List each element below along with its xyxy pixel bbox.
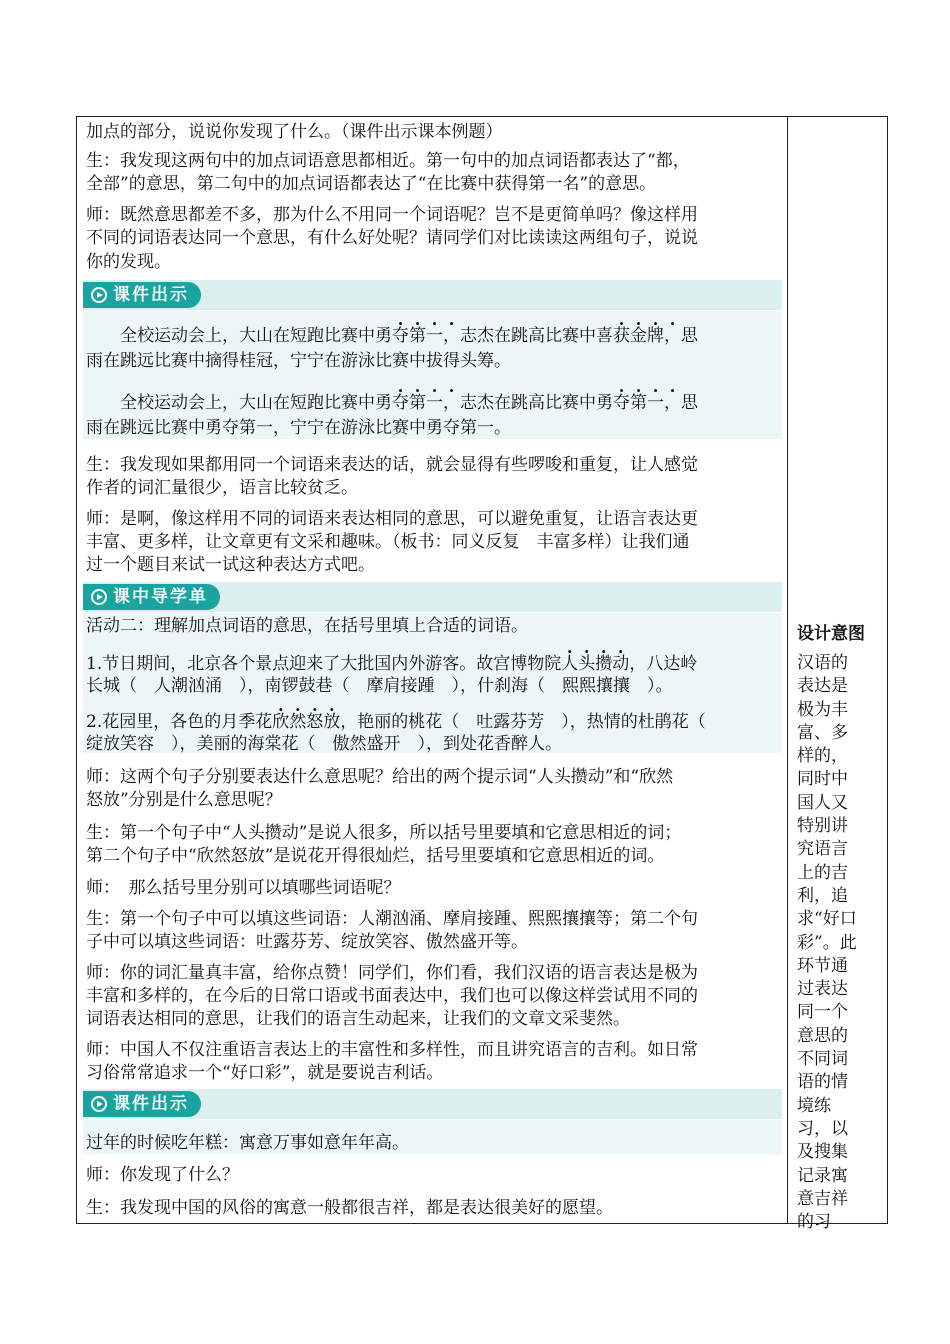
example-sentence: 全校运动会上，大山在短跑比赛中勇夺第一，志杰在跳高比赛中勇夺第一，思: [120, 393, 698, 413]
example-sentence: 过年的时候吃年糕：寓意万事如意年年高。: [86, 1133, 409, 1153]
section-header: [83, 582, 782, 612]
design-intent-title: 设计意图: [797, 624, 865, 644]
dotted-word: 欣然怒放: [272, 712, 341, 732]
paragraph: 你的发现。: [86, 252, 171, 272]
paragraph: 师：中国人不仅注重语言表达上的丰富性和多样性，而且讲究语言的吉利。如日常: [86, 1040, 698, 1060]
paragraph: 师： 那么括号里分别可以填哪些词语呢？: [86, 878, 401, 898]
paragraph: 作者的词汇量很少，语言比较贫乏。: [86, 478, 358, 498]
example-sentence: 雨在跳远比赛中摘得桂冠，宁宁在游泳比赛中拔得头筹。: [86, 351, 511, 371]
paragraph: 过一个题目来试一试这种表达方式吧。: [86, 555, 375, 575]
section-tag-label: 课件出示: [113, 1094, 189, 1114]
dotted-word: 勇夺第一: [375, 326, 443, 346]
paragraph: 怒放”分别是什么意思呢？: [86, 790, 282, 810]
paragraph: 不同的词语表达同一个意思，有什么好处呢？请同学们对比读读这两组句子，说说: [86, 228, 698, 248]
play-icon: [91, 589, 107, 605]
activity-title: 活动二：理解加点词语的意思，在括号里填上合适的词语。: [86, 616, 528, 636]
section-tag: [83, 1091, 201, 1117]
dotted-word: 喜获金牌: [596, 326, 664, 346]
question: 2.花园里，各色的月季花欣然怒放，艳丽的桃花（ 吐露芬芳 ），热情的杜鹃花（: [86, 712, 706, 732]
paragraph: 生：第一个句子中“人头攒动”是说人很多，所以括号里要填和它意思相近的词；: [86, 823, 682, 843]
paragraph: 生：我发现如果都用同一个词语来表达的话，就会显得有些啰唆和重复，让人感觉: [86, 455, 698, 475]
play-icon: [91, 1096, 107, 1112]
section-tag-label: 课中导学单: [113, 587, 208, 607]
paragraph: 师：这两个句子分别要表达什么意思呢？给出的两个提示词“人头攒动”和“欣然: [86, 767, 674, 787]
paragraph: 子中可以填这些词语：吐露芬芳、绽放笑容、傲然盛开等。: [86, 932, 528, 952]
dotted-word: 勇夺第一: [375, 393, 443, 413]
design-intent-column: [788, 117, 887, 1233]
dotted-word: 勇夺第一: [596, 393, 664, 413]
question: 长城（ 人潮汹涌 ），南锣鼓巷（ 摩肩接踵 ），什刹海（ 熙熙攘攘 ）。: [86, 676, 673, 696]
paragraph: 师：是啊，像这样用不同的词语来表达相同的意思，可以避免重复，让语言表达更: [86, 509, 698, 529]
play-icon: [91, 287, 107, 303]
section-tag: [83, 282, 201, 308]
question: 绽放笑容 ），美丽的海棠花（ 傲然盛开 ），到处花香醉人。: [86, 734, 562, 754]
paragraph: 第二个句子中“欣然怒放”是说花开得很灿烂，括号里要填和它意思相近的词。: [86, 846, 665, 866]
paragraph: 生：我发现中国的风俗的寓意一般都很吉祥，都是表达很美好的愿望。: [86, 1198, 613, 1218]
paragraph: 习俗常常追求一个“好口彩”，就是要说吉利话。: [86, 1063, 444, 1083]
design-intent-text: 汉语的表达是极为丰富、多样的，同时中国人又特别讲究语言上的吉利，追求“好口彩”。此环节通过表达同一个意思的不同词语的情境练习，以及搜集记录寓意吉祥的习: [797, 653, 857, 1233]
paragraph: 生：第一个句子中可以填这些词语：人潮汹涌、摩肩接踵、熙熙攘攘等；第二个句: [86, 909, 698, 929]
dotted-word: 人头攒动: [561, 654, 630, 674]
paragraph: 词语表达相同的意思，让我们的语言生动起来，让我们的文章文采斐然。: [86, 1009, 630, 1029]
section-tag-label: 课件出示: [113, 285, 189, 305]
main-column: [77, 117, 788, 1223]
paragraph: 加点的部分，说说你发现了什么。（课件出示课本例题）: [86, 122, 503, 142]
paragraph: 丰富、更多样，让文章更有文采和趣味。（板书：同义反复 丰富多样）让我们通: [86, 532, 690, 552]
lesson-table: [76, 116, 888, 1233]
paragraph: 生：我发现这两句中的加点词语意思都相近。第一句中的加点词语都表达了“都，: [86, 151, 690, 171]
question: 1.节日期间，北京各个景点迎来了大批国内外游客。故宫博物院人头攒动，八达岭: [86, 654, 698, 674]
section-tag: [83, 584, 220, 610]
section-header: [83, 1089, 782, 1119]
paragraph: 师：既然意思都差不多，那为什么不用同一个词语呢？岂不是更简单吗？像这样用: [86, 205, 698, 225]
example-sentence: 雨在跳远比赛中勇夺第一，宁宁在游泳比赛中勇夺第一。: [86, 418, 511, 438]
paragraph: 丰富和多样的，在今后的日常口语或书面表达中，我们也可以像这样尝试用不同的: [86, 986, 698, 1006]
paragraph: 师：你的词汇量真丰富，给你点赞！同学们，你们看，我们汉语的语言表达是极为: [86, 963, 698, 983]
paragraph: 师：你发现了什么？: [86, 1165, 239, 1185]
section-header: [83, 280, 782, 310]
example-sentence: 全校运动会上，大山在短跑比赛中勇夺第一，志杰在跳高比赛中喜获金牌，思: [120, 326, 698, 346]
paragraph: 全部”的意思，第二句中的加点词语都表达了“在比赛中获得第一名”的意思。: [86, 174, 657, 194]
